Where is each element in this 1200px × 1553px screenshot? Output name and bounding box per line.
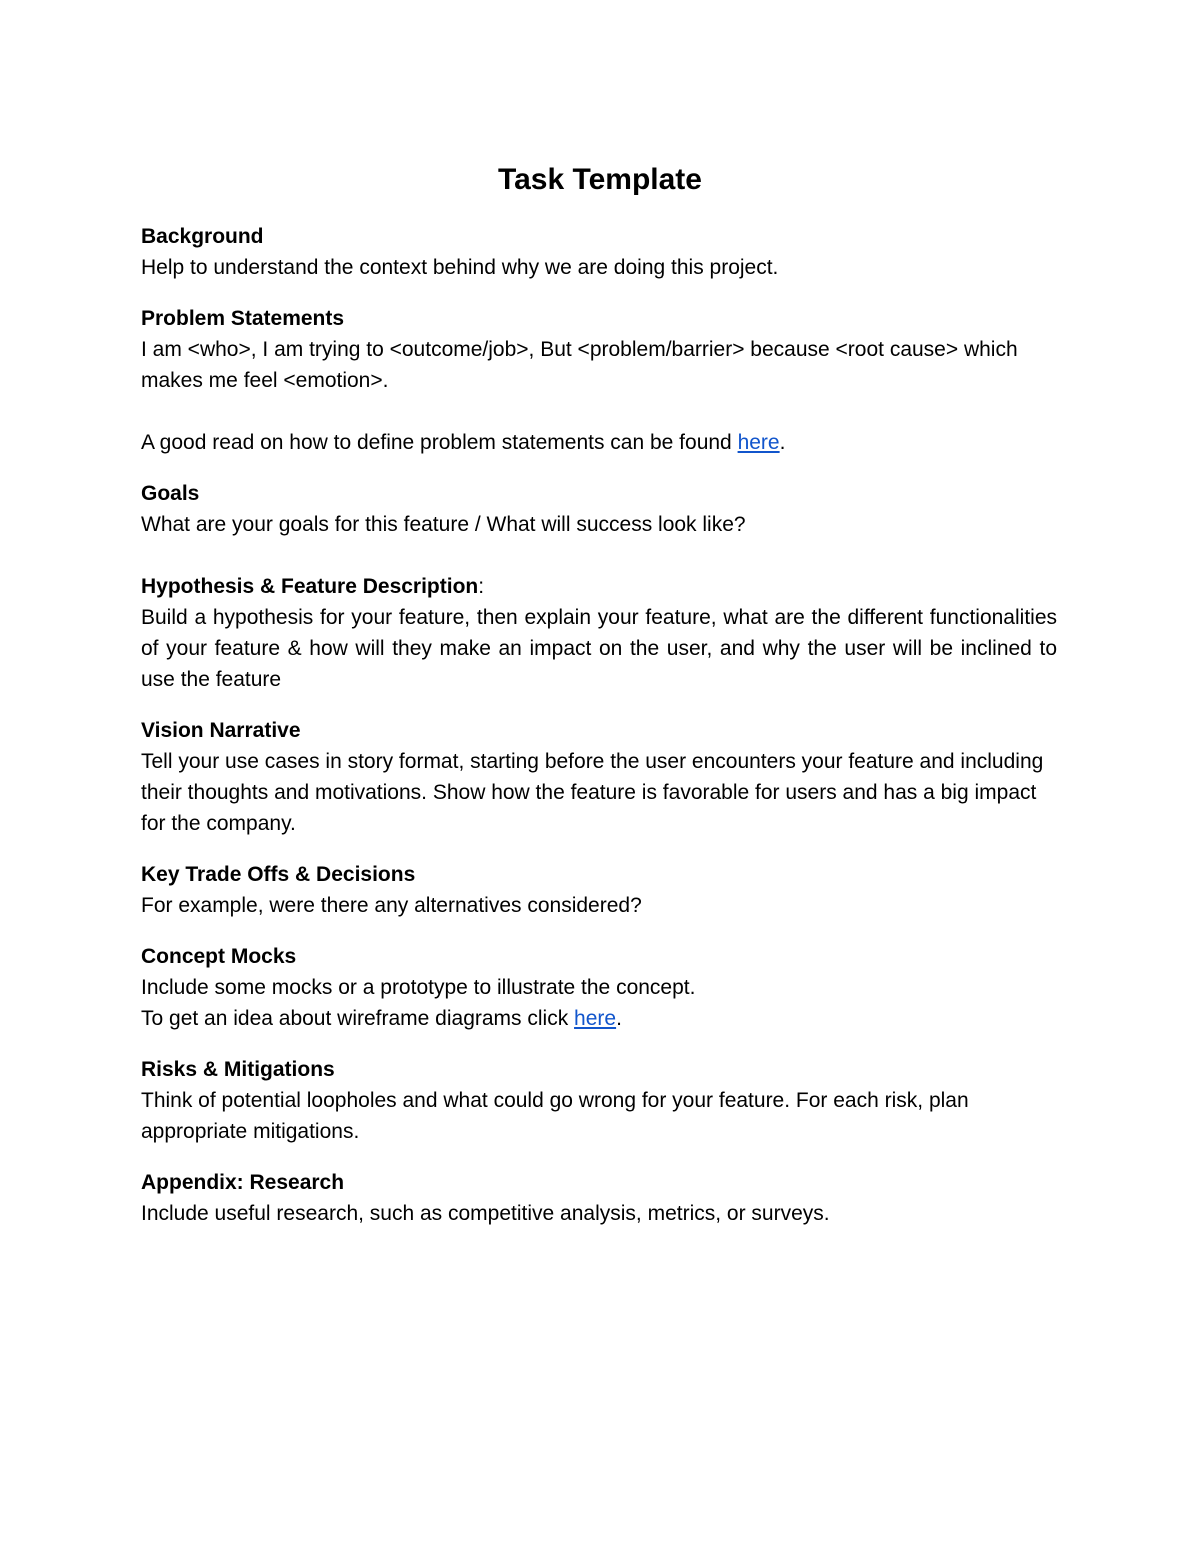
section-problem-statements	[141, 303, 1057, 458]
wireframe-line	[141, 1003, 1057, 1034]
section-text: Tell your use cases in story format, starting before the user encounters your feature and including their thoughts and motivations. Show how the feature is favorable for users and has a big impact for the company.	[141, 750, 1044, 835]
section-heading: Appendix: Research	[141, 1171, 345, 1194]
wireframe-text: To get an idea about wireframe diagrams click	[141, 1007, 575, 1030]
section-background	[141, 221, 1057, 283]
hypothesis-heading-text: Hypothesis & Feature Description	[141, 575, 479, 598]
section-goals	[141, 478, 1057, 540]
section-vision-narrative	[141, 715, 1057, 839]
section-text: Include useful research, such as competitive analysis, metrics, or surveys.	[141, 1202, 830, 1225]
section-appendix	[141, 1167, 1057, 1229]
document-body	[141, 221, 1057, 1249]
wireframe-link[interactable]: here	[574, 1007, 617, 1030]
section-heading: Risks & Mitigations	[141, 1058, 335, 1081]
section-text: Help to understand the context behind why we are doing this project.	[141, 256, 779, 279]
section-heading: Goals	[141, 482, 200, 505]
section-text: For example, were there any alternatives considered?	[141, 894, 642, 917]
document-title: Task Template	[498, 163, 702, 196]
problem-statements-link[interactable]: here	[737, 431, 780, 454]
section-risks	[141, 1054, 1057, 1147]
section-heading: Vision Narrative	[141, 719, 301, 742]
section-heading	[141, 571, 1057, 602]
section-text: Include some mocks or a prototype to illustrate the concept.	[141, 976, 696, 999]
section-heading: Background	[141, 225, 264, 248]
read-more-text: A good read on how to define problem statements can be found	[141, 431, 738, 454]
problem-read-more	[141, 427, 1057, 458]
blank-line	[141, 396, 1057, 427]
section-text: I am <who>, I am trying to <outcome/job>, But <problem/barrier> because <root cause> which makes me feel <emotion>.	[141, 338, 1018, 392]
section-text: What are your goals for this feature / What will success look like?	[141, 513, 746, 536]
section-text: Build a hypothesis for your feature, then explain your feature, what are the different functionalities of your feature & how will they make an impact on the user, and why the user will be inclined to use the feature	[141, 606, 1057, 691]
hypothesis-heading-colon: :	[478, 575, 485, 598]
wireframe-period: .	[616, 1007, 622, 1030]
section-concept-mocks	[141, 941, 1057, 1034]
read-more-period: .	[779, 431, 786, 454]
section-heading: Key Trade Offs & Decisions	[141, 863, 416, 886]
section-trade-offs	[141, 859, 1057, 921]
section-heading: Problem Statements	[141, 307, 345, 330]
section-heading: Concept Mocks	[141, 945, 297, 968]
section-hypothesis	[141, 571, 1057, 695]
section-text: Think of potential loopholes and what could go wrong for your feature. For each risk, plan appropriate mitigations.	[141, 1089, 969, 1143]
